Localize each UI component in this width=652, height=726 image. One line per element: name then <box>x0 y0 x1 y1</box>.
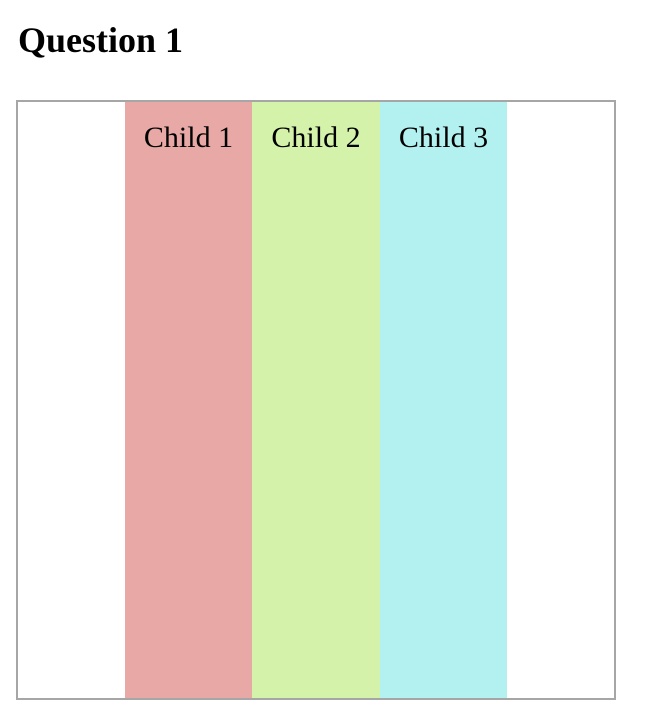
child-2-label: Child 2 <box>271 121 361 154</box>
child-1-label: Child 1 <box>143 121 234 154</box>
child-3-box <box>380 102 508 698</box>
page-title: Question 1 <box>18 20 184 60</box>
child-1-box <box>125 102 253 698</box>
child-2-box <box>252 102 380 698</box>
flex-container <box>16 100 616 700</box>
child-3-label: Child 3 <box>398 121 489 154</box>
